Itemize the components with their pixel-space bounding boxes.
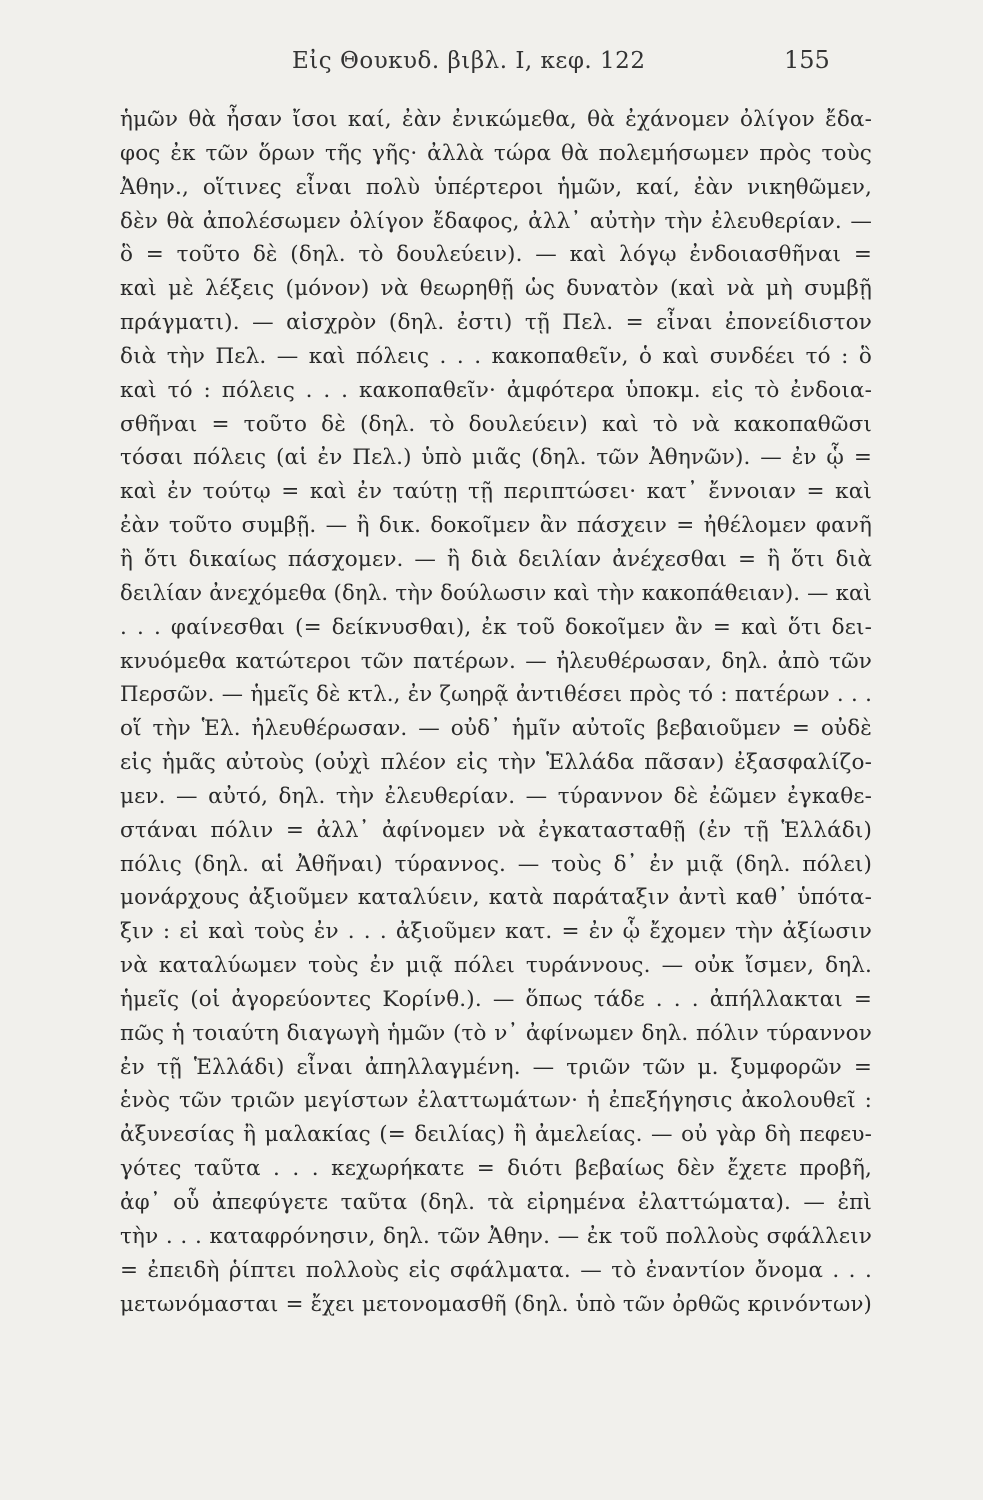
text-line: ἐὰν τοῦτο συμβῇ. — ἢ δικ. δοκοῖμεν ἂν πάσχειν = ἠθέλομεν φανῆ	[120, 513, 872, 539]
text-line: ἀφ᾽ οὗ ἀπεφύγετε ταῦτα (δηλ. τὰ εἰρημένα ἐλαττώματα). — ἐπὶ	[120, 1190, 872, 1215]
text-line: ἡμεῖς (οἱ ἀγορεύοντες Κορίνθ.). — ὅπως τάδε . . . ἀπήλλακται =	[120, 986, 872, 1012]
text-line: στάναι πόλιν = ἀλλ᾽ ἀφίνομεν νὰ ἐγκατασταθῇ (ἐν τῇ Ἑλλάδι)	[120, 817, 872, 843]
text-line: δὲν θὰ ἀπολέσωμεν ὀλίγον ἔδαφος, ἀλλ᾽ αὐτὴν τὴν ἐλευθερίαν. —	[120, 208, 872, 234]
text-line: = ἐπειδὴ ῥίπτει πολλοὺς εἰς σφάλματα. — τὸ ἐναντίον ὄνομα . . .	[120, 1257, 872, 1283]
text-line: Περσῶν. — ἡμεῖς δὲ κτλ., ἐν ζωηρᾷ ἀντιθέσει πρὸς τό : πατέρων . . .	[120, 682, 872, 708]
text-line: τόσαι πόλεις (αἱ ἐν Πελ.) ὑπὸ μιᾶς (δηλ. τῶν Ἀθηνῶν). — ἐν ᾧ =	[120, 445, 872, 471]
text-line: ἢ ὅτι δικαίως πάσχομεν. — ἢ διὰ δειλίαν ἀνέχεσθαι = ἢ ὅτι διὰ	[120, 546, 872, 572]
text-line: εἰς ἡμᾶς αὐτοὺς (οὐχὶ πλέον εἰς τὴν Ἑλλάδα πᾶσαν) ἐξασφαλίζο-	[120, 750, 872, 776]
text-line: καὶ ἐν τούτῳ = καὶ ἐν ταύτῃ τῇ περιπτώσει· κατ᾽ ἔννοιαν = καὶ	[120, 479, 872, 505]
text-line: διὰ τὴν Πελ. — καὶ πόλεις . . . κακοπαθεῖν, ὁ καὶ συνδέει τό : ὃ	[120, 343, 872, 369]
text-line: Ἀθην., οἵτινες εἶναι πολὺ ὑπέρτεροι ἡμῶν, καί, ἐὰν νικηθῶμεν,	[120, 174, 872, 200]
text-line: γότες ταῦτα . . . κεχωρήκατε = διότι βεβαίως δὲν ἔχετε προβῆ,	[120, 1156, 872, 1182]
page-number: 155	[784, 46, 830, 74]
text-line: ὃ = τοῦτο δὲ (δηλ. τὸ δουλεύειν). — καὶ λόγῳ ἐνδοιασθῆναι =	[120, 242, 872, 268]
text-line: . . . φαίνεσθαι (= δείκνυσθαι), ἐκ τοῦ δοκοῖμεν ἂν = καὶ ὅτι δει-	[120, 614, 872, 640]
text-line: ἑνὸς τῶν τριῶν μεγίστων ἐλαττωμάτων· ἡ ἐπεξήγησις ἀκολουθεῖ :	[120, 1088, 872, 1114]
text-line: ξιν : εἰ καὶ τοὺς ἐν . . . ἀξιοῦμεν κατ. = ἐν ᾧ ἔχομεν τὴν ἀξίωσιν	[120, 919, 872, 945]
text-line: μεν. — αὐτό, δηλ. τὴν ἐλευθερίαν. — τύραννον δὲ ἐῶμεν ἐγκαθε-	[120, 783, 872, 809]
text-line: οἵ τὴν Ἑλ. ἠλευθέρωσαν. — οὐδ᾽ ἡμῖν αὐτοῖς βεβαιοῦμεν = οὐδὲ	[120, 716, 872, 742]
text-line: νὰ καταλύωμεν τοὺς ἐν μιᾷ πόλει τυράννους. — οὐκ ἴσμεν, δηλ.	[120, 953, 872, 979]
text-line: σθῆναι = τοῦτο δὲ (δηλ. τὸ δουλεύειν) καὶ τὸ νὰ κακοπαθῶσι	[120, 411, 872, 437]
text-line: ἀξυνεσίας ἢ μαλακίας (= δειλίας) ἢ ἀμελείας. — οὐ γὰρ δὴ πεφευ-	[120, 1122, 872, 1148]
text-line: μετωνόμασται = ἔχει μετονομασθῆ (δηλ. ὑπὸ τῶν ὀρθῶς κρινόντων)	[120, 1291, 872, 1317]
text-line: πῶς ἡ τοιαύτη διαγωγὴ ἡμῶν (τὸ ν᾽ ἀφίνωμεν δηλ. πόλιν τύραννον	[120, 1020, 872, 1046]
text-line: πράγματι). — αἰσχρὸν (δηλ. ἐστι) τῇ Πελ. = εἶναι ἐπονείδιστον	[120, 310, 872, 336]
text-line: δειλίαν ἀνεχόμεθα (δηλ. τὴν δούλωσιν καὶ τὴν κακοπάθειαν). — καὶ	[120, 580, 872, 606]
text-line: φος ἐκ τῶν ὅρων τῆς γῆς· ἀλλὰ τώρα θὰ πολεμήσωμεν πρὸς τοὺς	[120, 140, 872, 166]
text-line: ἐν τῇ Ἑλλάδι) εἶναι ἀπηλλαγμένη. — τριῶν τῶν μ. ξυμφορῶν =	[120, 1054, 872, 1080]
text-line: πόλις (δηλ. αἱ Ἀθῆναι) τύραννος. — τοὺς δ᾽ ἐν μιᾷ (δηλ. πόλει)	[120, 851, 872, 877]
running-head-title: Εἰς Θουκυδ. βιβλ. I, κεφ. 122	[292, 48, 646, 74]
text-line: ἡμῶν θὰ ἦσαν ἴσοι καί, ἐὰν ἐνικώμεθα, θὰ ἐχάνομεν ὀλίγον ἔδα-	[120, 107, 872, 132]
running-head	[0, 44, 983, 84]
text-line: τὴν . . . καταφρόνησιν, δηλ. τῶν Ἀθην. — ἐκ τοῦ πολλοὺς σφάλλειν	[120, 1223, 872, 1249]
text-line: καὶ τό : πόλεις . . . κακοπαθεῖν· ἀμφότερα ὑποκμ. εἰς τὸ ἐνδοια-	[120, 377, 872, 403]
text-line: μονάρχους ἀξιοῦμεν καταλύειν, κατὰ παράταξιν ἀντὶ καθ᾽ ὑπότα-	[120, 885, 872, 911]
text-line: καὶ μὲ λέξεις (μόνον) νὰ θεωρηθῇ ὡς δυνατὸν (καὶ νὰ μὴ συμβῇ	[120, 276, 872, 302]
text-line: κνυόμεθα κατώτεροι τῶν πατέρων. — ἠλευθέρωσαν, δηλ. ἀπὸ τῶν	[120, 648, 872, 674]
commentary-text	[120, 103, 872, 1321]
